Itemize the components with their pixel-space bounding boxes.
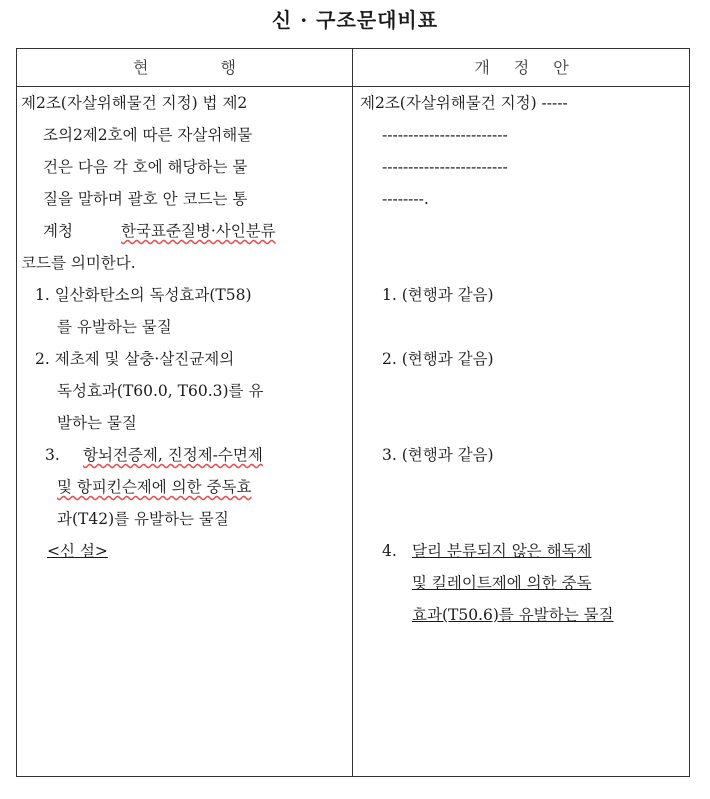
list-item-3-cont xyxy=(57,472,251,503)
current-text-cell xyxy=(21,88,348,776)
list-item-3-cont: 과(T42)를 유발하는 물질 xyxy=(57,510,229,528)
list-item-2-cont: 독성효과(T60.0, T60.3)를 유 xyxy=(57,382,264,400)
article-heading: 제2조(자살위해물건 지정) ----- xyxy=(360,94,568,112)
article-heading: 제2조(자살위해물건 지정) 법 제2 xyxy=(21,94,248,112)
list-item-3: 3. xyxy=(45,446,60,464)
list-item-2: 2. (현행과 같음) xyxy=(382,350,494,368)
text-line: 건은 다음 각 호에 해당하는 물 xyxy=(43,158,248,176)
list-item-4-number: 4. xyxy=(382,542,397,560)
dash-line: --------. xyxy=(382,190,429,208)
text-line: 조의2제2호에 따른 자살위해물 xyxy=(43,126,253,144)
header-proposed: 개정안 xyxy=(474,58,593,77)
list-item-1: 1. (현행과 같음) xyxy=(382,286,494,304)
text-line: 한국표준질병·사인분류 xyxy=(121,222,276,240)
table-header-row xyxy=(17,49,689,87)
list-item-4-cont: 효과(T50.6)를 유발하는 물질 xyxy=(412,606,614,624)
dash-line: ------------------------ xyxy=(382,158,508,176)
text-line: 질을 말하며 괄호 안 코드는 통 xyxy=(43,190,248,208)
list-item-3-cont-text: 및 항피킨슨제에 의한 중독효 xyxy=(57,478,252,496)
new-provision-note: <신 설> xyxy=(47,542,108,560)
list-item-1-cont: 를 유발하는 물질 xyxy=(57,318,172,336)
comparison-table xyxy=(16,48,690,777)
text-line: 코드를 의미한다. xyxy=(21,254,136,272)
proposed-text-cell xyxy=(360,88,686,776)
list-item-3: 3. (현행과 같음) xyxy=(382,446,494,464)
header-current: 현행 xyxy=(133,58,308,77)
list-item-1: 1. 일산화탄소의 독성효과(T58) xyxy=(35,286,252,304)
list-item-4-cont: 및 킬레이트제에 의한 중독 xyxy=(412,574,592,592)
dash-line: ------------------------ xyxy=(382,126,508,144)
column-divider xyxy=(352,49,353,776)
list-item-2-cont: 발하는 물질 xyxy=(57,414,137,432)
list-item-3-text: 항뇌전증제, 진정제-수면제 xyxy=(83,446,263,464)
list-item-4-text: 달리 분류되지 않은 해독제 xyxy=(412,542,592,560)
document-title: 신 · 구조문대비표 xyxy=(271,8,439,32)
list-item-2: 2. 제초제 및 살충·살진균제의 xyxy=(35,350,235,368)
text-line: 계청 xyxy=(43,222,73,240)
